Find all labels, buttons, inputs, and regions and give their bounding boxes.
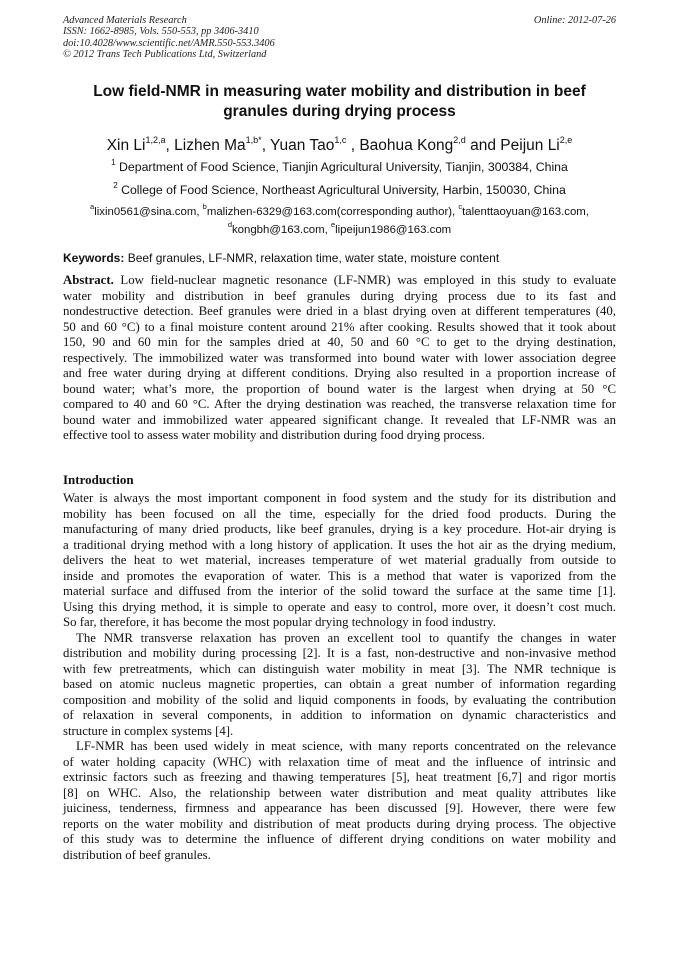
- author-name: Baohua Kong: [359, 137, 454, 155]
- email-sup: d: [227, 220, 232, 230]
- paragraph-line: manufacturing of many dried products, like beef granules, drying is a key procedure. Hot-air drying is: [63, 522, 616, 536]
- author-name: Peijun Li: [500, 137, 560, 155]
- abstract-line: Abstract. Low field-nuclear magnetic resonance (LF-NMR) was employed in this study to evaluate: [63, 273, 616, 287]
- keywords-label: Keywords:: [63, 251, 125, 265]
- paragraph-line: The NMR transverse relaxation has proven an excellent tool to quantify the changes in water: [76, 630, 616, 645]
- author-separator: ,: [346, 137, 360, 155]
- introduction-body: [63, 491, 616, 863]
- online-date: Online: 2012-07-26: [533, 15, 616, 26]
- email-list: [63, 201, 616, 237]
- abstract-line: 50 and 60 °C) to a final moisture content around 21% after cooking. Results showed that it took about: [63, 319, 616, 334]
- paragraph-line: distribution of beef granules.: [63, 847, 211, 862]
- paragraph-line: a traditional drying method with a long history of application. It uses the hot air as the drying medium,: [63, 537, 616, 552]
- paragraph-line: structure in complex systems [4].: [63, 723, 234, 738]
- email-sup: b: [202, 202, 207, 211]
- paragraph-line: of relaxation in several components, in addition to information on dynamic characteristics and: [63, 708, 616, 722]
- paragraph-line: of this study was to determine the influence of different drying conditions on water mobility and: [63, 832, 616, 846]
- affiliation-2: [63, 180, 616, 197]
- paragraph-line: of water holding capacity (WHC) with relaxation time of meat and the influence of intrinsic and: [63, 754, 616, 769]
- email-address[interactable]: lipeijun1986@163.com: [335, 224, 452, 236]
- author-list: [63, 131, 616, 156]
- email-address[interactable]: talenttaoyuan@163.com,: [462, 205, 589, 218]
- author-name: Lizhen Ma: [174, 137, 246, 155]
- paragraph-line: Using this drying method, it is simple to operate and easy to control, more over, it doesn’t cost much.: [63, 599, 616, 614]
- paragraph-line: delivers the heat to wet material, increases temperature of wet material gradually from outside to: [63, 553, 616, 567]
- email-address[interactable]: kongbh@163.com,: [231, 224, 331, 236]
- paragraph-line: material surface and diffused from the interior of the solid toward the surface at the same time [1].: [63, 584, 616, 598]
- abstract-line: water mobility and distribution in beef granules during drying process due to its fast and: [63, 288, 616, 303]
- abstract-line: bound water and immobilized water appeared significant change. It revealed that LF-NMR was an: [63, 412, 616, 427]
- issn-line: ISSN: 1662-8985, Vols. 550-553, pp 3406-3410: [63, 26, 259, 38]
- title-line-1: Low field-NMR in measuring water mobility and distribution in beef: [93, 83, 586, 100]
- section-heading-introduction: Introduction: [63, 472, 134, 487]
- email-sup: c: [458, 202, 463, 211]
- email-address[interactable]: lixin0561@sina.com,: [94, 205, 203, 218]
- email-sup: a: [90, 202, 95, 211]
- paragraph-line: inside and promotes the evaporation of water. This is a method that water is vaporized from the: [63, 568, 616, 583]
- email-line-2: [63, 219, 616, 237]
- paragraph-line: juiciness, tenderness, firmness and appearance has been discussed [9]. However, there were few: [63, 801, 616, 815]
- paragraph-line: So far, therefore, it has become the most popular drying technology in food industry.: [63, 615, 496, 629]
- author-affil-sup: 1,2,a: [145, 135, 166, 145]
- paragraph-line: [8] on WHC. Also, the relationship between water distribution and meat quality attributes like: [63, 785, 616, 800]
- abstract-line: compared to 40 and 60 °C. After the drying destination was reached, the transverse relaxation time for: [63, 397, 616, 411]
- paragraph-line: extrinsic factors such as freezing and thawing temperatures [5], heat treatment [6,7] and rigor mortis: [63, 770, 616, 784]
- journal-header: [63, 15, 616, 61]
- paragraph-line: LF-NMR has been used widely in meat science, with many reports concentrated on the relevance: [76, 739, 616, 753]
- author-affil-sup: 1,b*: [245, 135, 262, 145]
- affiliation-text: College of Food Science, Northeast Agricultural University, Harbin, 150030, China: [121, 183, 566, 198]
- email-address[interactable]: malizhen-6329@163.com(corresponding author),: [206, 205, 459, 218]
- email-line-1: [63, 201, 616, 219]
- author-name: Yuan Tao: [270, 137, 335, 155]
- author-affil-sup: 1,c: [334, 135, 347, 145]
- abstract-line: effective tool to assess water mobility and distribution during food drying process.: [63, 428, 485, 442]
- paragraph-line: based on atomic nucleus magnetic properties, can obtain a great number of information regarding: [63, 677, 616, 691]
- paragraph-line: Water is always the most important component in food system and the study for its distribution and: [63, 491, 616, 505]
- author-name: Xin Li: [106, 137, 146, 155]
- affiliation-text: Department of Food Science, Tianjin Agricultural University, Tianjin, 300384, China: [119, 160, 568, 175]
- abstract-line: respectively. The immobilized water was transformed into bound water with lower association degree: [63, 350, 616, 365]
- paper-title: [63, 82, 616, 122]
- author-affil-sup: 2,e: [559, 135, 573, 145]
- abstract-line: bound water; what’s more, the proportion of bound water is the largest when drying at 50 °C: [63, 381, 616, 396]
- paragraph-line: distribution and mobility during processing [2]. It is a fast, non-destructive and non-invasive method: [63, 646, 616, 660]
- paragraph-line: mobility has been focused on all the time, especially for the dried food products. During the: [63, 506, 616, 521]
- abstract-label: Abstract.: [63, 273, 114, 287]
- author-affil-sup: 2,d: [453, 135, 466, 145]
- paragraph-line: composition and mobility of the solid and liquid components in foods, by evaluating the contribution: [63, 692, 616, 707]
- email-sup: e: [330, 220, 336, 230]
- affiliation-number: 2: [113, 181, 118, 190]
- affiliation-number: 1: [111, 158, 116, 167]
- affiliation-1: [63, 157, 616, 174]
- keywords-text: Beef granules, LF-NMR, relaxation time, water state, moisture content: [124, 251, 500, 265]
- journal-name: Advanced Materials Research: [63, 15, 187, 26]
- author-separator: ,: [261, 137, 271, 155]
- abstract-line: nondestructive detection. Beef granules were dried in a blast drying oven at different temperatures (40,: [63, 304, 616, 318]
- title-line-2: granules during drying process: [223, 103, 456, 120]
- author-separator: ,: [165, 137, 175, 155]
- author-separator: and: [465, 137, 501, 155]
- abstract-line: and free water during drying at different conditions. Drying also resulted in a proportion increase of: [63, 366, 616, 380]
- abstract: [63, 273, 616, 444]
- paragraph-line: reports on the water mobility and distribution of meat products during drying process. The objective: [63, 816, 616, 831]
- doi-line: doi:10.4028/www.scientific.net/AMR.550-553.3406: [63, 37, 275, 49]
- keywords: [63, 251, 623, 265]
- paragraph-line: with few pretreatments, which can distinguish water mobility in meat [3]. The NMR technique is: [63, 661, 616, 676]
- abstract-line: 150, 90 and 60 min for the samples dried at 40, 50 and 60 °C to get to the drying destination,: [63, 335, 616, 349]
- copyright-line: © 2012 Trans Tech Publications Ltd, Switzerland: [63, 49, 267, 61]
